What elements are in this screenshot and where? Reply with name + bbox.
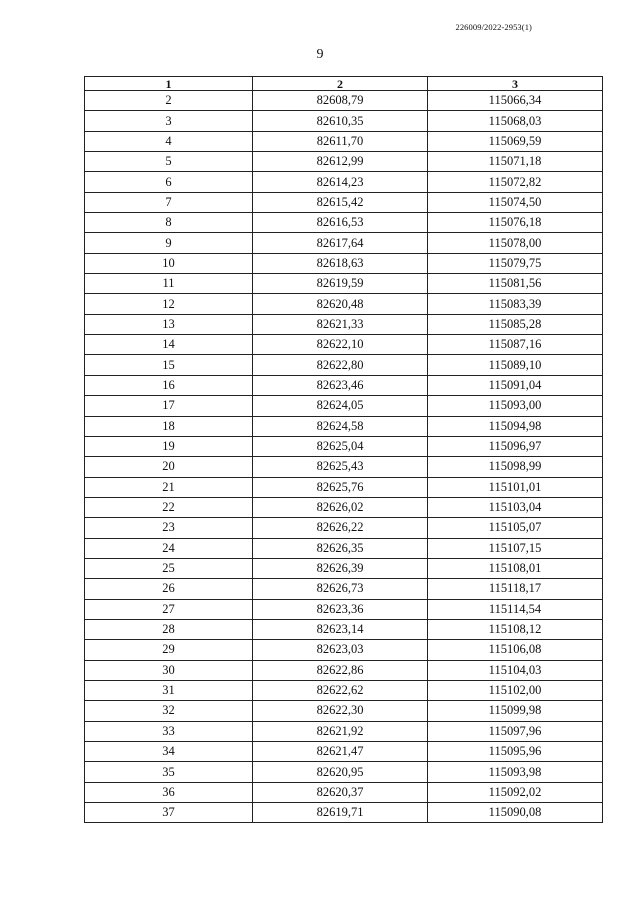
x-coordinate-cell: 82622,10 — [253, 335, 428, 355]
point-number-cell: 32 — [85, 701, 253, 721]
table-row — [85, 152, 603, 172]
x-coordinate-cell: 82625,43 — [253, 457, 428, 477]
x-coordinate-cell: 82623,14 — [253, 619, 428, 639]
point-number-cell: 25 — [85, 558, 253, 578]
y-coordinate-cell: 115099,98 — [428, 701, 603, 721]
x-coordinate-cell: 82615,42 — [253, 192, 428, 212]
table-row — [85, 213, 603, 233]
x-coordinate-cell: 82622,30 — [253, 701, 428, 721]
y-coordinate-cell: 115085,28 — [428, 314, 603, 334]
table-row — [85, 680, 603, 700]
point-number-cell: 13 — [85, 314, 253, 334]
y-coordinate-cell: 115107,15 — [428, 538, 603, 558]
point-number-cell: 30 — [85, 660, 253, 680]
x-coordinate-cell: 82623,46 — [253, 375, 428, 395]
point-number-cell: 37 — [85, 803, 253, 823]
y-coordinate-cell: 115081,56 — [428, 274, 603, 294]
x-coordinate-cell: 82626,73 — [253, 579, 428, 599]
y-coordinate-cell: 115098,99 — [428, 457, 603, 477]
point-number-cell: 7 — [85, 192, 253, 212]
point-number-cell: 9 — [85, 233, 253, 253]
table-row — [85, 518, 603, 538]
y-coordinate-cell: 115095,96 — [428, 742, 603, 762]
y-coordinate-cell: 115105,07 — [428, 518, 603, 538]
table-row — [85, 91, 603, 111]
point-number-cell: 8 — [85, 213, 253, 233]
x-coordinate-cell: 82626,22 — [253, 518, 428, 538]
point-number-cell: 24 — [85, 538, 253, 558]
point-number-cell: 18 — [85, 416, 253, 436]
x-coordinate-cell: 82626,02 — [253, 497, 428, 517]
y-coordinate-cell: 115092,02 — [428, 782, 603, 802]
point-number-cell: 27 — [85, 599, 253, 619]
column-header-3: 3 — [428, 77, 603, 91]
point-number-cell: 19 — [85, 436, 253, 456]
table-row — [85, 131, 603, 151]
table-row — [85, 436, 603, 456]
x-coordinate-cell: 82614,23 — [253, 172, 428, 192]
y-coordinate-cell: 115091,04 — [428, 375, 603, 395]
x-coordinate-cell: 82616,53 — [253, 213, 428, 233]
column-header-2: 2 — [253, 77, 428, 91]
x-coordinate-cell: 82626,35 — [253, 538, 428, 558]
x-coordinate-cell: 82619,71 — [253, 803, 428, 823]
x-coordinate-cell: 82608,79 — [253, 91, 428, 111]
document-id: 226009/2022-2953(1) — [455, 22, 532, 32]
coordinates-table — [84, 76, 603, 823]
x-coordinate-cell: 82626,39 — [253, 558, 428, 578]
point-number-cell: 14 — [85, 335, 253, 355]
table-row — [85, 294, 603, 314]
x-coordinate-cell: 82620,95 — [253, 762, 428, 782]
y-coordinate-cell: 115071,18 — [428, 152, 603, 172]
x-coordinate-cell: 82612,99 — [253, 152, 428, 172]
x-coordinate-cell: 82620,48 — [253, 294, 428, 314]
table-body — [85, 91, 603, 823]
point-number-cell: 26 — [85, 579, 253, 599]
x-coordinate-cell: 82620,37 — [253, 782, 428, 802]
point-number-cell: 23 — [85, 518, 253, 538]
point-number-cell: 17 — [85, 396, 253, 416]
y-coordinate-cell: 115108,12 — [428, 619, 603, 639]
x-coordinate-cell: 82623,03 — [253, 640, 428, 660]
y-coordinate-cell: 115093,00 — [428, 396, 603, 416]
point-number-cell: 16 — [85, 375, 253, 395]
y-coordinate-cell: 115102,00 — [428, 680, 603, 700]
table-row — [85, 782, 603, 802]
table-header — [85, 77, 603, 91]
point-number-cell: 31 — [85, 680, 253, 700]
table-row — [85, 233, 603, 253]
table-row — [85, 192, 603, 212]
y-coordinate-cell: 115101,01 — [428, 477, 603, 497]
y-coordinate-cell: 115078,00 — [428, 233, 603, 253]
x-coordinate-cell: 82622,80 — [253, 355, 428, 375]
table-row — [85, 172, 603, 192]
y-coordinate-cell: 115108,01 — [428, 558, 603, 578]
y-coordinate-cell: 115089,10 — [428, 355, 603, 375]
table-row — [85, 558, 603, 578]
table-row — [85, 416, 603, 436]
table-row — [85, 355, 603, 375]
point-number-cell: 29 — [85, 640, 253, 660]
x-coordinate-cell: 82625,76 — [253, 477, 428, 497]
x-coordinate-cell: 82622,62 — [253, 680, 428, 700]
point-number-cell: 21 — [85, 477, 253, 497]
x-coordinate-cell: 82623,36 — [253, 599, 428, 619]
table-row — [85, 375, 603, 395]
table-row — [85, 335, 603, 355]
point-number-cell: 2 — [85, 91, 253, 111]
y-coordinate-cell: 115079,75 — [428, 253, 603, 273]
point-number-cell: 3 — [85, 111, 253, 131]
table-row — [85, 579, 603, 599]
point-number-cell: 20 — [85, 457, 253, 477]
y-coordinate-cell: 115090,08 — [428, 803, 603, 823]
y-coordinate-cell: 115066,34 — [428, 91, 603, 111]
point-number-cell: 6 — [85, 172, 253, 192]
x-coordinate-cell: 82621,33 — [253, 314, 428, 334]
point-number-cell: 15 — [85, 355, 253, 375]
table-row — [85, 721, 603, 741]
point-number-cell: 10 — [85, 253, 253, 273]
x-coordinate-cell: 82619,59 — [253, 274, 428, 294]
y-coordinate-cell: 115103,04 — [428, 497, 603, 517]
table-row — [85, 619, 603, 639]
column-header-1: 1 — [85, 77, 253, 91]
y-coordinate-cell: 115118,17 — [428, 579, 603, 599]
x-coordinate-cell: 82617,64 — [253, 233, 428, 253]
point-number-cell: 12 — [85, 294, 253, 314]
table-row — [85, 497, 603, 517]
y-coordinate-cell: 115072,82 — [428, 172, 603, 192]
y-coordinate-cell: 115114,54 — [428, 599, 603, 619]
y-coordinate-cell: 115087,16 — [428, 335, 603, 355]
x-coordinate-cell: 82624,58 — [253, 416, 428, 436]
table-row — [85, 762, 603, 782]
y-coordinate-cell: 115083,39 — [428, 294, 603, 314]
table-row — [85, 111, 603, 131]
y-coordinate-cell: 115068,03 — [428, 111, 603, 131]
y-coordinate-cell: 115093,98 — [428, 762, 603, 782]
table-row — [85, 742, 603, 762]
table-row — [85, 396, 603, 416]
x-coordinate-cell: 82610,35 — [253, 111, 428, 131]
y-coordinate-cell: 115106,08 — [428, 640, 603, 660]
table-row — [85, 457, 603, 477]
y-coordinate-cell: 115096,97 — [428, 436, 603, 456]
x-coordinate-cell: 82621,92 — [253, 721, 428, 741]
y-coordinate-cell: 115104,03 — [428, 660, 603, 680]
x-coordinate-cell: 82625,04 — [253, 436, 428, 456]
point-number-cell: 36 — [85, 782, 253, 802]
point-number-cell: 22 — [85, 497, 253, 517]
table-row — [85, 477, 603, 497]
table-row — [85, 253, 603, 273]
table-row — [85, 274, 603, 294]
table-row — [85, 538, 603, 558]
y-coordinate-cell: 115076,18 — [428, 213, 603, 233]
x-coordinate-cell: 82618,63 — [253, 253, 428, 273]
point-number-cell: 33 — [85, 721, 253, 741]
y-coordinate-cell: 115074,50 — [428, 192, 603, 212]
table-row — [85, 803, 603, 823]
y-coordinate-cell: 115097,96 — [428, 721, 603, 741]
table-row — [85, 314, 603, 334]
point-number-cell: 34 — [85, 742, 253, 762]
point-number-cell: 28 — [85, 619, 253, 639]
x-coordinate-cell: 82624,05 — [253, 396, 428, 416]
table-row — [85, 660, 603, 680]
point-number-cell: 4 — [85, 131, 253, 151]
table-row — [85, 640, 603, 660]
point-number-cell: 5 — [85, 152, 253, 172]
page-number: 9 — [316, 47, 324, 62]
header-row — [85, 77, 603, 91]
table-row — [85, 599, 603, 619]
y-coordinate-cell: 115094,98 — [428, 416, 603, 436]
x-coordinate-cell: 82611,70 — [253, 131, 428, 151]
point-number-cell: 35 — [85, 762, 253, 782]
y-coordinate-cell: 115069,59 — [428, 131, 603, 151]
table-row — [85, 701, 603, 721]
x-coordinate-cell: 82621,47 — [253, 742, 428, 762]
point-number-cell: 11 — [85, 274, 253, 294]
x-coordinate-cell: 82622,86 — [253, 660, 428, 680]
